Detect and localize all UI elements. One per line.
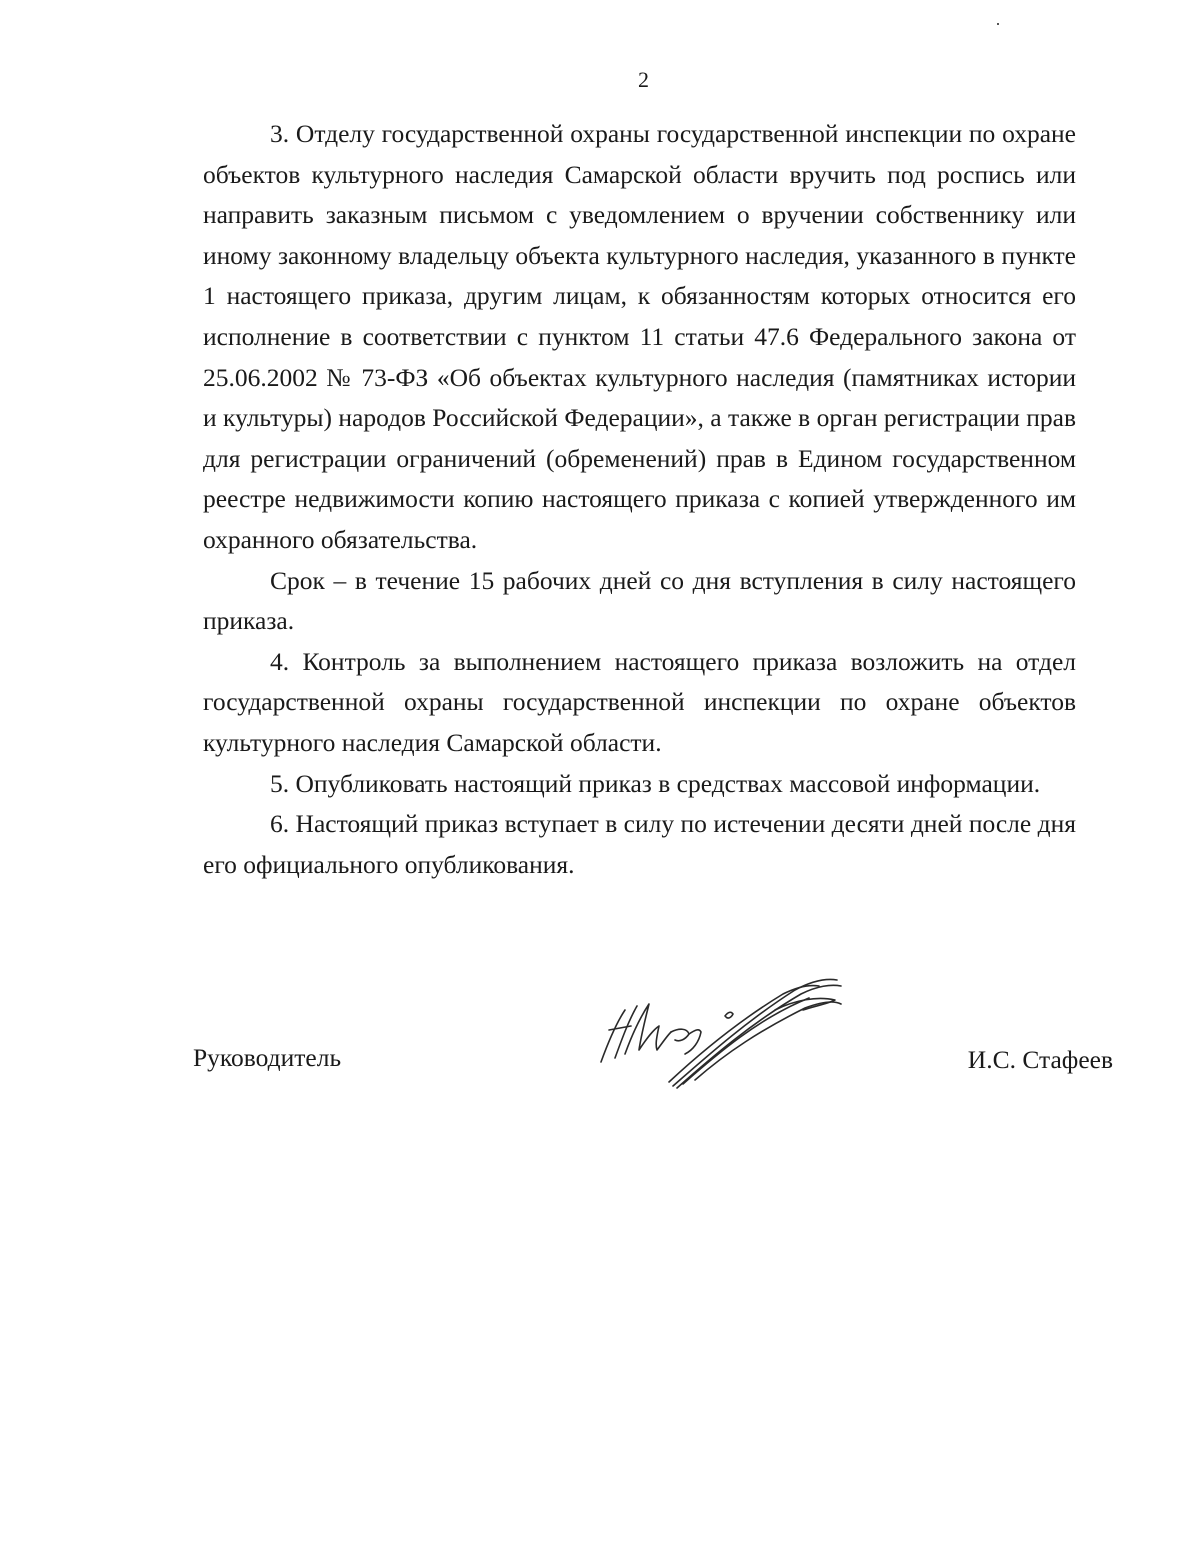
paragraph-deadline: Срок – в течение 15 рабочих дней со дня вступления в силу настоящего приказа. [203,565,1076,636]
page-number: 2 [638,67,649,92]
scan-speck [997,23,999,25]
signatory-role: Руководитель [193,1043,342,1072]
paragraph-item-4: 4. Контроль за выполнением настоящего приказа возложить на отдел государственной охраны государственной инспекции по охране объектов культурного наследия Самарской области. [203,646,1076,757]
handwritten-signature [595,970,845,1095]
paragraph-item-6: 6. Настоящий приказ вступает в силу по истечении десяти дней после дня его официального опубликования. [203,809,1076,879]
document-body [203,114,1076,885]
paragraph-item-3: 3. Отделу государственной охраны государственной инспекции по охране объектов культурного наследия Самарской области вручить под роспись или направить заказным письмом с уведомлением о вручении собственнику или иному законному владельцу объекта культурного наследия, указанного в пункте 1 настоящего приказа, другим лицам, к обязанностям которых относится его исполнение в соответствии с пунктом 11 статьи 47.6 Федерального закона от 25.06.2002 № 73-ФЗ «Об объектах культурного наследия (памятниках истории и культуры) народов Российской Федерации», а также в орган регистрации прав для регистрации ограничений (обременений) прав в Едином государственном реестре недвижимости копию настоящего приказа с копией утвержденного им охранного обязательства. [203,119,1076,554]
paragraph-item-5: 5. Опубликовать настоящий приказ в средствах массовой информации. [270,768,1041,798]
signatory-name: И.С. Стафеев [967,1045,1113,1074]
signature-block [0,970,1200,1100]
